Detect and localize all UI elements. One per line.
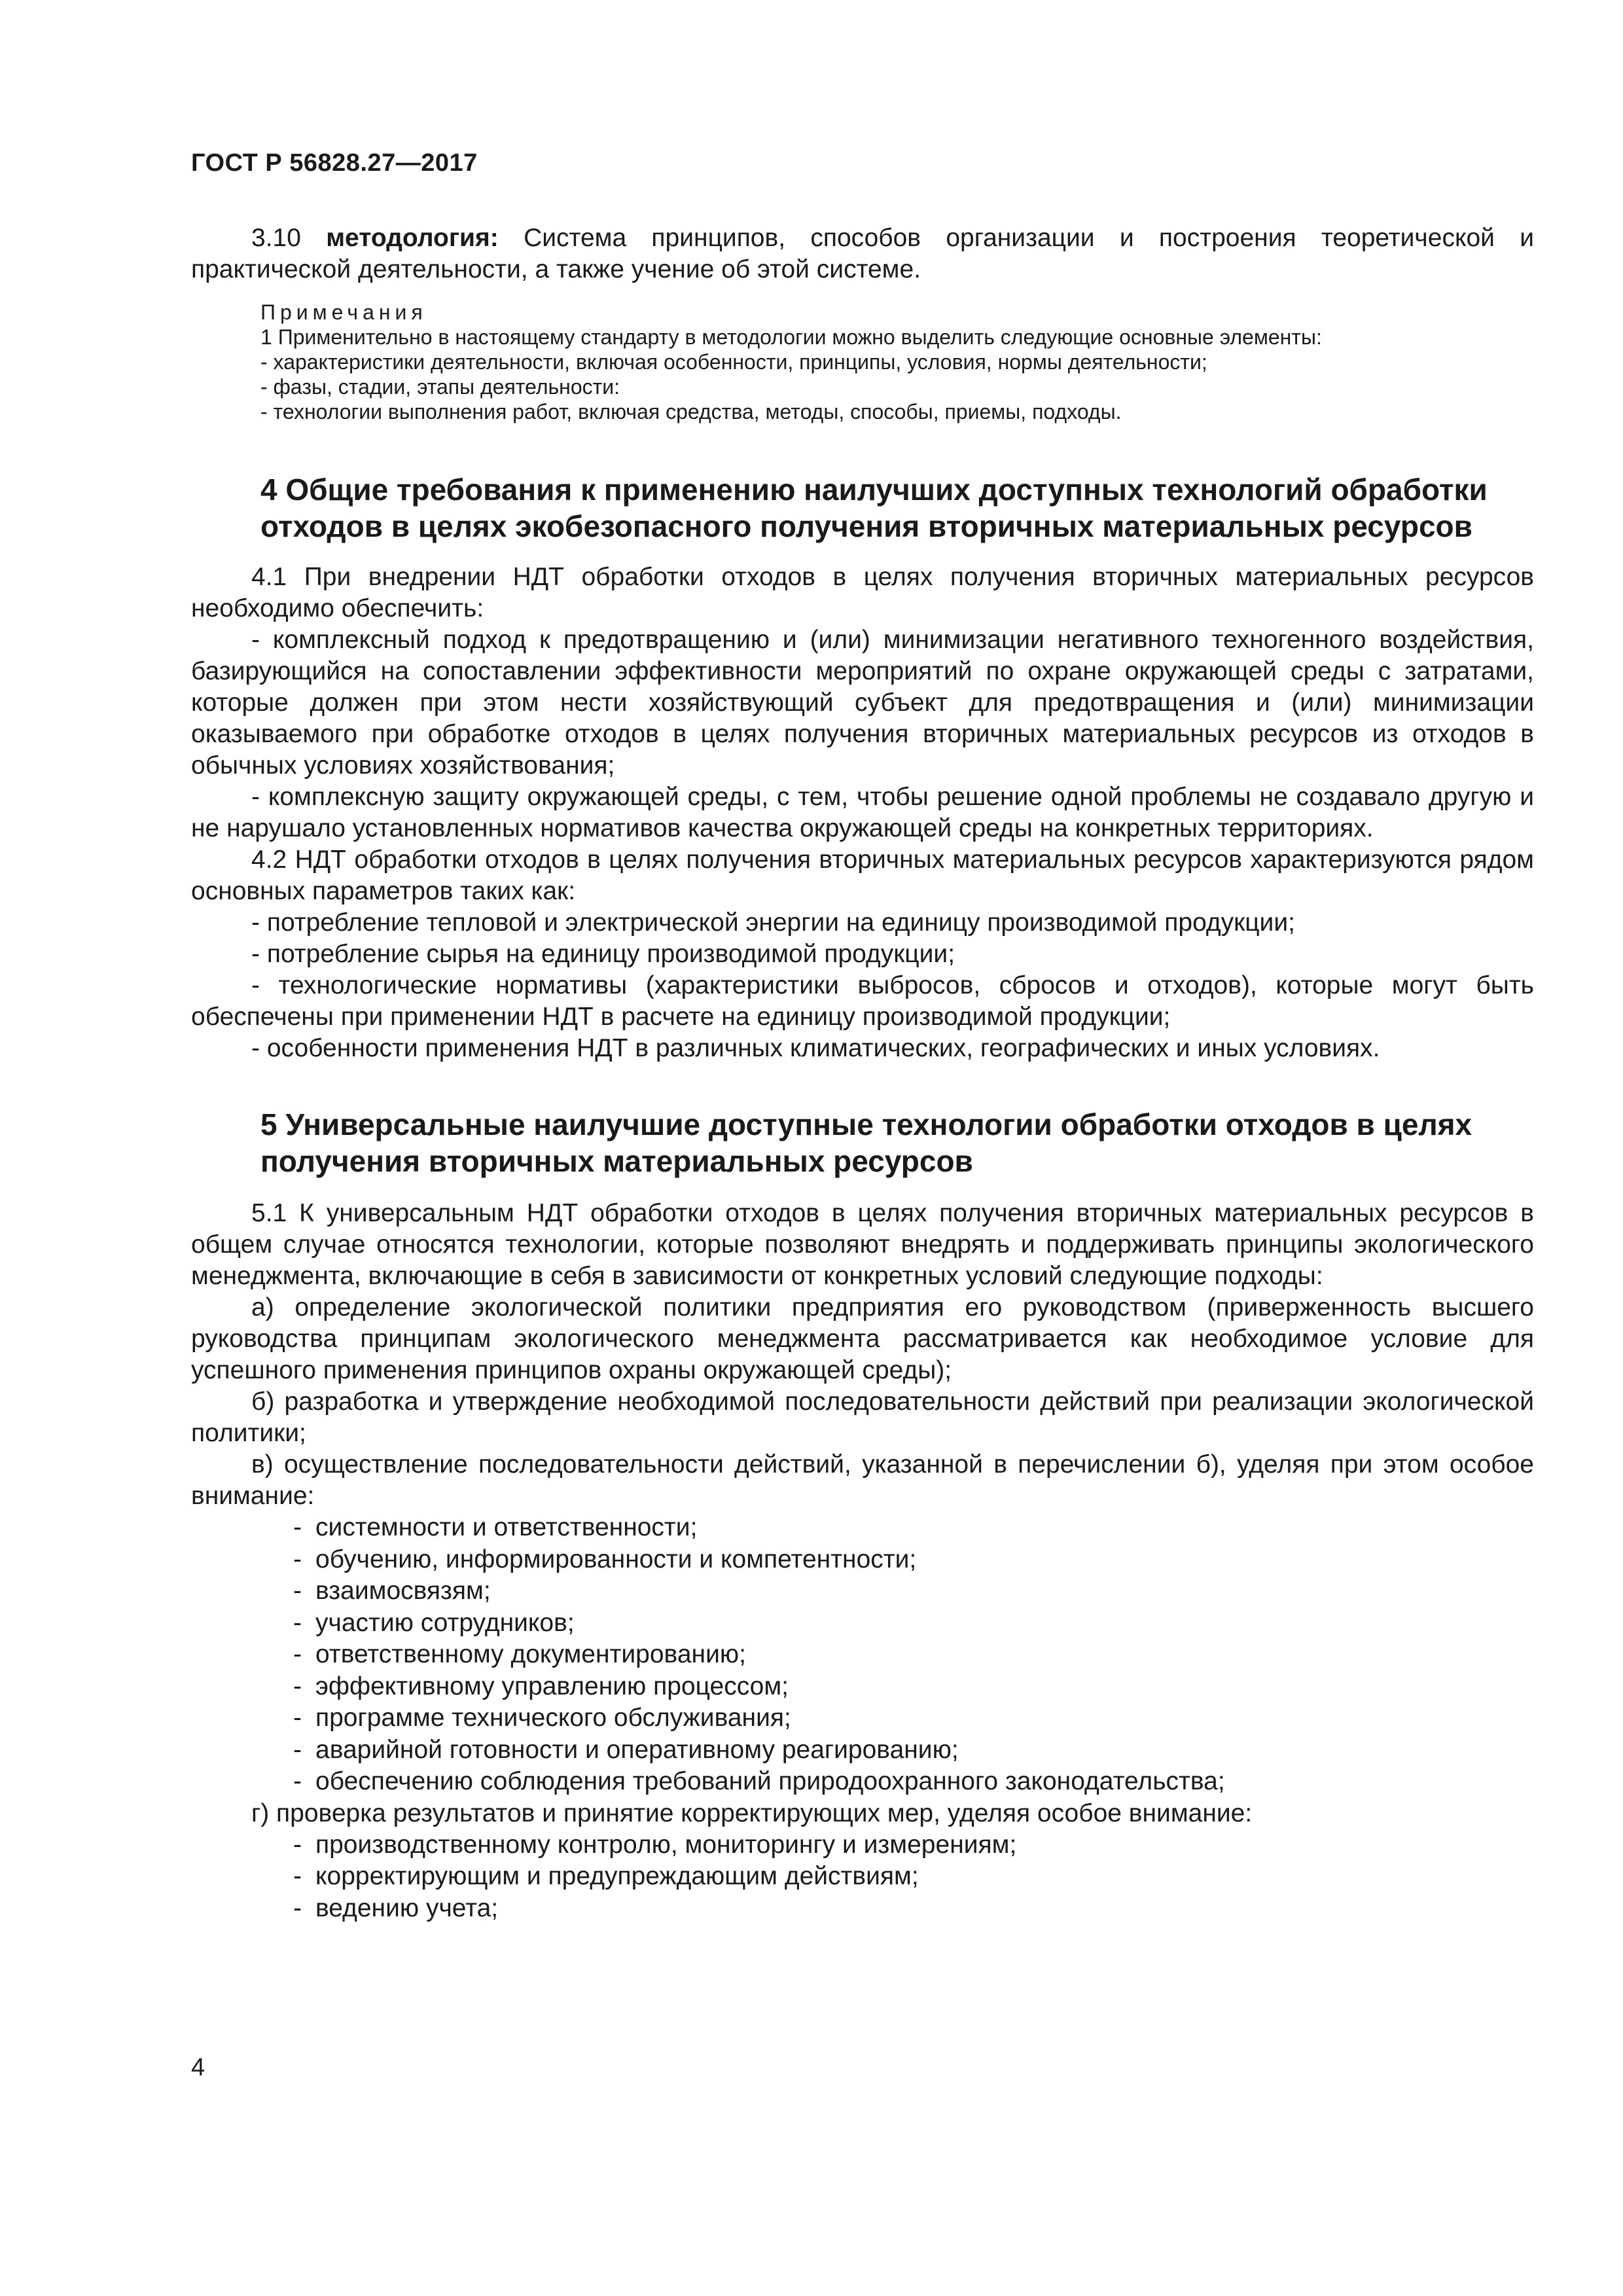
paragraph: 4.1 При внедрении НДТ обработки отходов в целях получения вторичных материальных ресурсов необходимо обеспечить: (191, 563, 1534, 622)
dash-marker: - (293, 1767, 302, 1795)
note-line: - характеристики деятельности, включая особенности, принципы, условия, нормы деятельности; (260, 350, 1207, 374)
list-item: - участию сотрудников; (191, 1607, 1534, 1640)
paragraph: - комплексный подход к предотвращению и (или) минимизации негативного техногенного воздействия, базирующийся на сопоставлении эффективности мероприятий по охране окружающей среды с затратами, которые должен при этом нести хозяйствующий субъект для предотвращения и (или) минимизации оказываемого при обработке отходов в целях получения вторичных материальных ресурсов из отходов в обычных условиях хозяйствования; (191, 626, 1534, 780)
list-item: - аварийной готовности и оперативному реагированию; (191, 1734, 1534, 1767)
dash-marker: - (293, 1862, 302, 1890)
definition-3-10 (191, 223, 1534, 285)
clause-number: 3.10 (251, 224, 301, 252)
item-v: в) осуществление последовательности действий, указанной в перечислении б), уделяя при этом особое внимание: (191, 1450, 1534, 1510)
list-g (191, 1829, 1534, 1925)
paragraph: - комплексную защиту окружающей среды, с тем, чтобы решение одной проблемы не создавало другую и не нарушало установленных нормативов качества окружающей среды на конкретных территориях. (191, 783, 1534, 842)
list-item: - корректирующим и предупреждающим действиям; (191, 1861, 1534, 1893)
dash-marker: - (293, 1608, 302, 1637)
item-a: а) определение экологической политики предприятия его руководством (приверженность высшего руководства принципам экологического менеджмента рассматривается как необходимое условие для успешного применения принципов охраны окружающей среды); (191, 1293, 1534, 1384)
note-line: 1 Применительно в настоящему стандарту в методологии можно выделить следующие основные элементы: (260, 325, 1322, 349)
paragraph: - потребление сырья на единицу производимой продукции; (251, 940, 955, 968)
note-line: - фазы, стадии, этапы деятельности: (260, 375, 620, 399)
item-b: б) разработка и утверждение необходимой последовательности действий при реализации экологической политики; (191, 1388, 1534, 1447)
term: методология: (326, 224, 499, 252)
dash-marker: - (293, 1577, 302, 1605)
document-code-header: ГОСТ Р 56828.27—2017 (191, 149, 478, 177)
list-item: - ведению учета; (191, 1893, 1534, 1925)
list-item: - взаимосвязям; (191, 1575, 1534, 1607)
list-item: - ответственному документированию; (191, 1639, 1534, 1671)
list-v (191, 1512, 1534, 1798)
dash-marker: - (293, 1893, 302, 1922)
paragraph: - особенности применения НДТ в различных климатических, географических и иных условиях. (251, 1034, 1380, 1062)
list-item: - программе технического обслуживания; (191, 1702, 1534, 1734)
dash-marker: - (293, 1704, 302, 1732)
list-item: - обеспечению соблюдения требований природоохранного законодательства; (191, 1766, 1534, 1798)
dash-marker: - (293, 1735, 302, 1764)
item-g: г) проверка результатов и принятие корректирующих мер, уделяя особое внимание: (251, 1799, 1253, 1827)
list-item: - эффективному управлению процессом; (191, 1671, 1534, 1703)
dash-marker: - (293, 1545, 302, 1573)
definition-text: Система принципов, способов организации и построения теоретической и практической деятельности, а также учение об этой системе. (191, 224, 1534, 283)
notes-title: Примечания (260, 300, 427, 324)
paragraph: - потребление тепловой и электрической энергии на единицу производимой продукции; (251, 908, 1295, 937)
list-item: - обучению, информированности и компетентности; (191, 1544, 1534, 1576)
dash-marker: - (293, 1513, 302, 1541)
notes-block (191, 300, 1534, 424)
paragraph: - технологические нормативы (характеристики выбросов, сбросов и отходов), которые могут быть обеспечены при применении НДТ в расчете на единицу производимой продукции; (191, 971, 1534, 1031)
page-content (191, 223, 1534, 1924)
paragraph-5-1: 5.1 К универсальным НДТ обработки отходов в целях получения вторичных материальных ресурсов в общем случае относятся технологии, которые позволяют внедрять и поддерживать принципы экологического менеджмента, включающие в себя в зависимости от конкретных условий следующие подходы: (191, 1199, 1534, 1290)
note-line: - технологии выполнения работ, включая средства, методы, способы, приемы, подходы. (260, 400, 1122, 423)
dash-marker: - (293, 1830, 302, 1859)
list-item: - системности и ответственности; (191, 1512, 1534, 1544)
list-item: - производственному контролю, мониторингу и измерениям; (191, 1829, 1534, 1861)
paragraph: 4.2 НДТ обработки отходов в целях получения вторичных материальных ресурсов характеризуются рядом основных параметров таких как: (191, 846, 1534, 905)
dash-marker: - (293, 1640, 302, 1668)
section-4-heading: 4 Общие требования к применению наилучших доступных технологий обработки отходов в целях экобезопасного получения вторичных материальных ресурсов (260, 473, 1488, 543)
section-5-heading: 5 Универсальные наилучшие доступные технологии обработки отходов в целях получения вторичных материальных ресурсов (260, 1107, 1472, 1178)
page-number: 4 (191, 2054, 205, 2081)
dash-marker: - (293, 1672, 302, 1700)
